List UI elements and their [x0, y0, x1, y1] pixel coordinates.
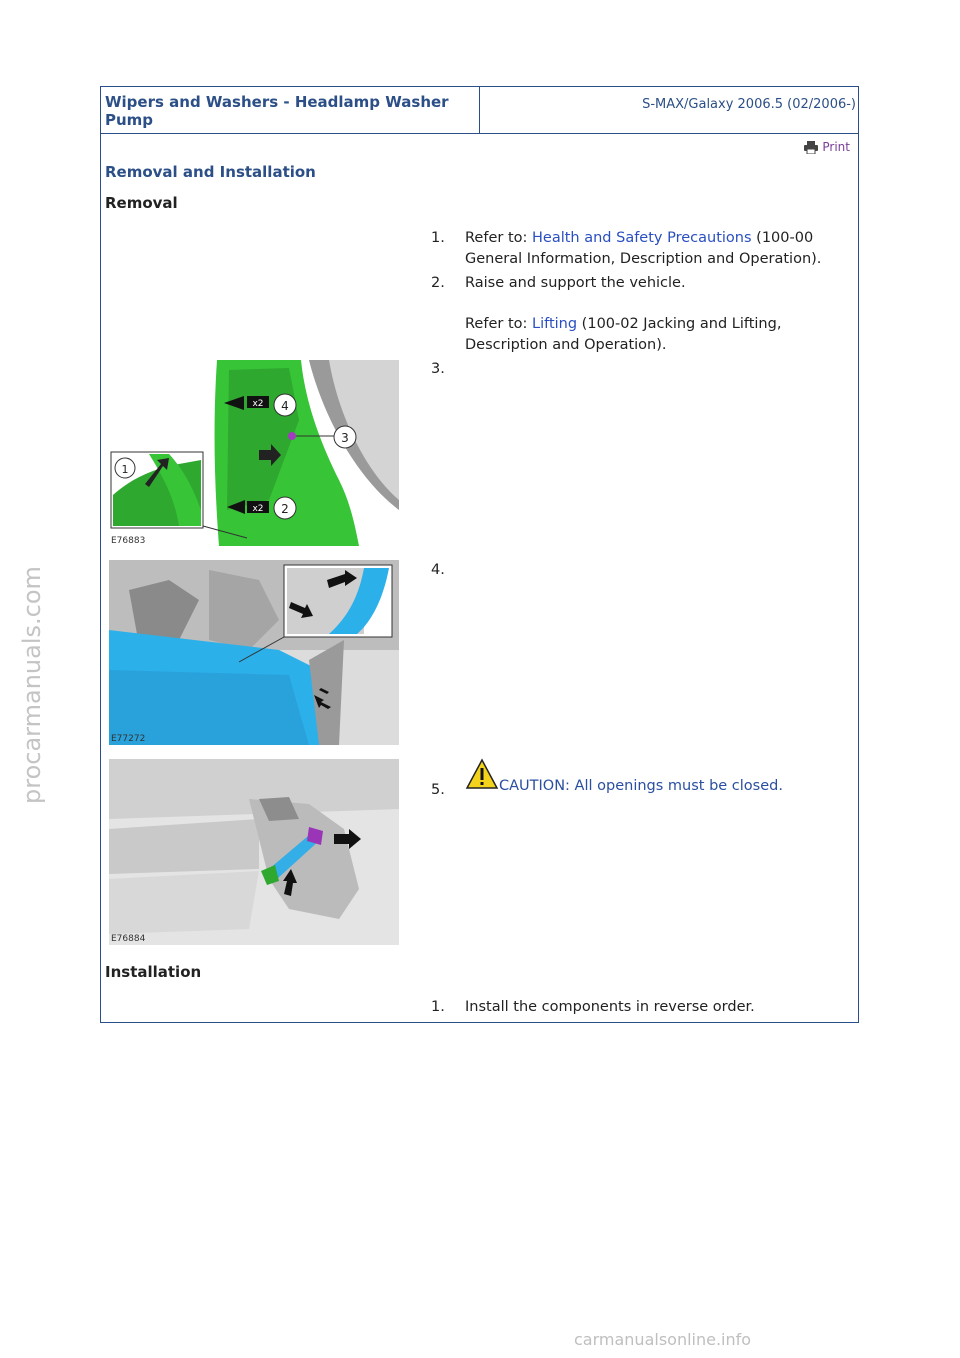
figure-code: E76883 [111, 536, 146, 546]
step-number: 4. [431, 562, 445, 578]
figure-step-4 [109, 560, 399, 745]
step-text [465, 314, 857, 356]
header-divider [479, 87, 480, 133]
caution-note [465, 758, 857, 797]
refer-prefix: Refer to: [465, 230, 532, 246]
callout-1: 1 [121, 463, 129, 476]
health-safety-link[interactable]: Health and Safety Precautions [532, 230, 752, 246]
step-text: Raise and support the vehicle. [465, 275, 686, 291]
model-label: S-MAX/Galaxy 2006.5 (02/2006-) [642, 97, 856, 112]
step-number: 1. [431, 999, 445, 1015]
step-number: 2. [431, 275, 445, 291]
step-text: Install the components in reverse order. [465, 999, 755, 1015]
watermark-left: procarmanuals.com [18, 566, 46, 804]
figure-step-3-drawing [109, 360, 399, 546]
page-title: Wipers and Washers - Headlamp Washer Pump [105, 93, 449, 129]
quantity-badge: x2 [252, 399, 264, 409]
callout-4: 4 [281, 399, 289, 413]
figure-code: E77272 [111, 734, 146, 744]
figure-step-3 [109, 360, 399, 546]
step-number: 1. [431, 230, 445, 246]
callout-2: 2 [281, 502, 289, 516]
section-title: Removal and Installation [105, 163, 316, 181]
print-button[interactable] [804, 140, 850, 154]
figure-step-5-drawing [109, 759, 399, 945]
watermark-bottom: carmanualsonline.info [574, 1330, 752, 1349]
document-frame [100, 86, 859, 1023]
step-number: 3. [431, 361, 445, 377]
figure-step-4-drawing [109, 560, 399, 745]
caution-text: CAUTION: All openings must be closed. [499, 778, 783, 794]
print-label: Print [822, 140, 850, 154]
refer-suffix: (100-02 Jacking and Lifting, Description and Operation). [465, 316, 782, 353]
warning-triangle-icon [465, 758, 499, 797]
step-number: 5. [431, 782, 445, 798]
lifting-link[interactable]: Lifting [532, 316, 578, 332]
refer-prefix: Refer to: [465, 316, 532, 332]
callout-3: 3 [341, 431, 349, 445]
quantity-badge: x2 [252, 504, 264, 514]
page-header [101, 87, 858, 134]
step-text [465, 228, 857, 270]
figure-code: E76884 [111, 934, 146, 944]
installation-heading: Installation [105, 963, 202, 981]
refer-suffix: (100-00 General Information, Description and Operation). [465, 230, 822, 267]
removal-heading: Removal [105, 194, 178, 212]
printer-icon [804, 141, 818, 154]
figure-step-5 [109, 759, 399, 945]
